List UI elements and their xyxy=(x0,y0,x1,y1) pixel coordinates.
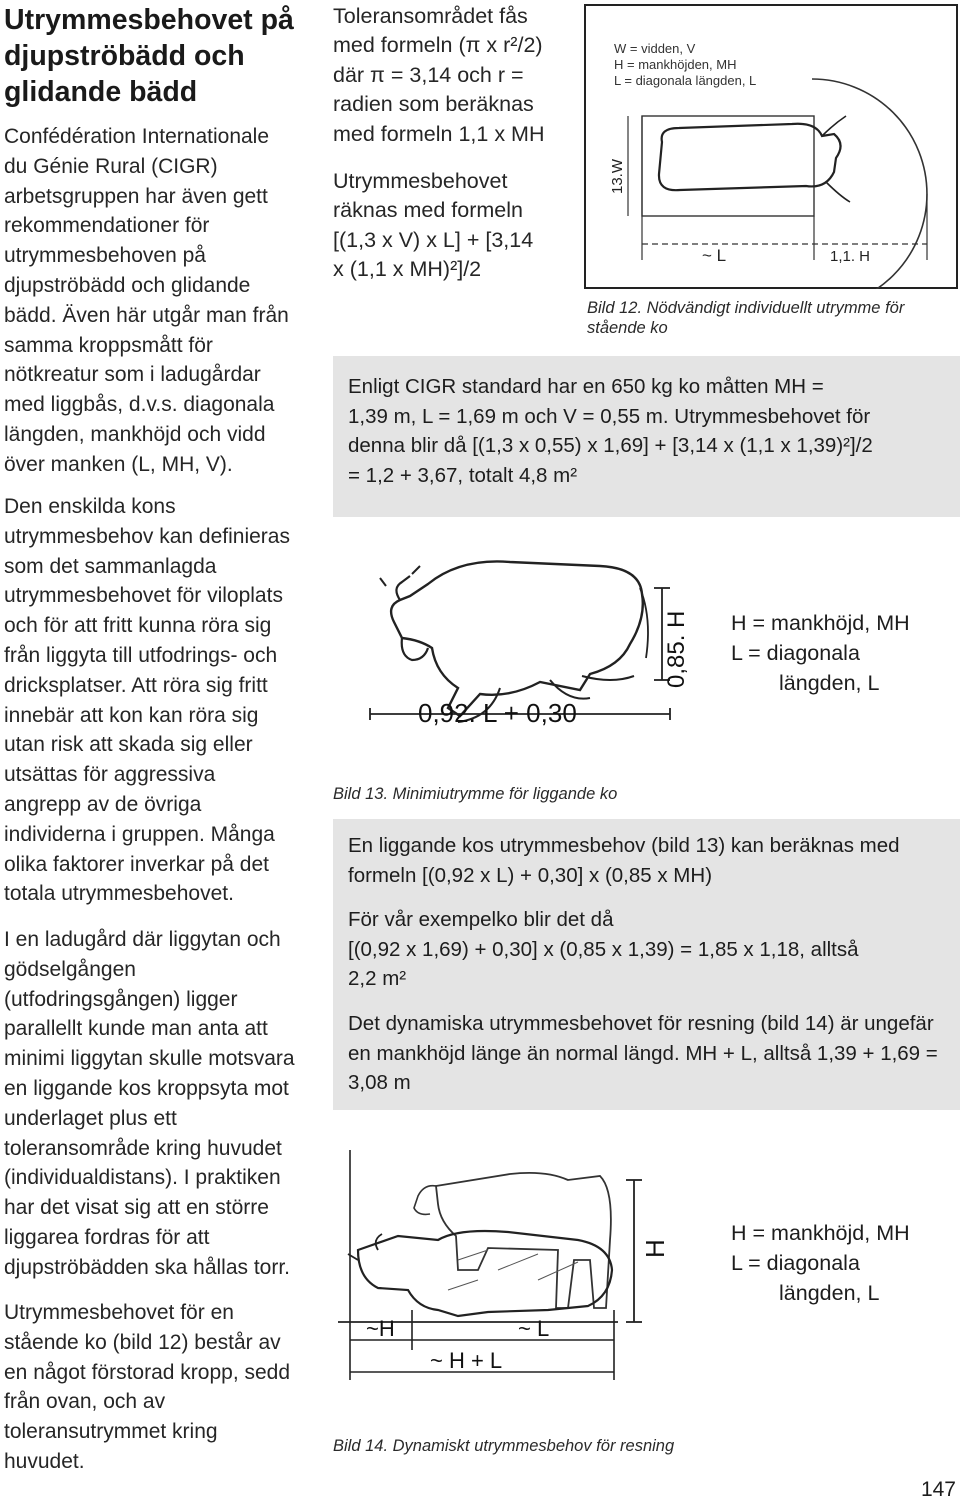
label-085h: 0,85. H xyxy=(663,610,690,688)
label-approx-h-plus-l: ~ H + L xyxy=(430,1348,503,1373)
box2-example-line-3: 2,2 m² xyxy=(348,967,407,991)
legend-h: H = mankhöjden, MH xyxy=(614,57,737,72)
label-approx-h: ~H xyxy=(366,1316,395,1341)
figure-14 xyxy=(338,1140,710,1388)
legend-l: L = diagonala längden, L xyxy=(614,73,757,88)
figure-14-legend xyxy=(731,1218,959,1308)
lying-cow-diagram xyxy=(340,548,710,780)
label-13w: 13.W xyxy=(609,158,626,194)
box1-line-3: denna blir då [(1,3 x 0,55) x 1,69] + [3,14 x (1,1 x 1,39)²]/2 xyxy=(348,434,873,458)
label-approx-l: ~ L xyxy=(518,1316,550,1341)
figure-13 xyxy=(340,548,710,780)
label-092l: 0,92. L + 0,30 xyxy=(418,698,577,728)
box2-formula-paragraph: En liggande kos utrymmesbehov (bild 13) kan beräknas med formeln [(0,92 x L) + 0,30] x (0,85 x MH) xyxy=(348,834,900,887)
figure-13-legend xyxy=(731,608,959,698)
space-formula-paragraph: Utrymmesbehovet räknas med formeln [(1,3 x V) x L] + [3,14 x (1,1 x MH)²]/2 xyxy=(333,169,534,282)
legend-w: W = vidden, V xyxy=(614,41,696,56)
fig14-legend-mh: H = mankhöjd, MH xyxy=(731,1221,910,1245)
box1-line-4: = 1,2 + 3,67, totalt 4,8 m² xyxy=(348,463,578,487)
figure-12-caption: Bild 12. Nödvändigt individuellt utrymme för stående ko xyxy=(587,299,905,337)
label-h-side: H xyxy=(640,1239,670,1258)
box2-example-line-2: [(0,92 x 1,69) + 0,30] x (0,85 x 1,39) = 1,85 x 1,18, alltså xyxy=(348,937,859,961)
fig13-legend-l: L = diagonala xyxy=(731,641,860,665)
fig14-legend-l: L = diagonala xyxy=(731,1251,860,1275)
figure-13-caption: Bild 13. Minimiutrymme för liggande ko xyxy=(333,785,618,803)
lying-area-paragraph: I en ladugård där liggytan och gödselgången (utfodringsgången) ligger parallellt kunde man anta att minimi liggytan skulle motsvara en liggande kos kroppsyta mot underlaget plus ett toleransområde kring huvudet (individualdistans). I praktiken har det visat sig att en större liggarea fordras för att djupströbädden ska hållas torr. xyxy=(4,928,295,1279)
box2-example-line-1: För vår exempelko blir det då xyxy=(348,908,614,932)
figure-12 xyxy=(584,4,958,289)
formula-text-column xyxy=(333,2,549,285)
cigr-example-box xyxy=(333,356,960,517)
figure-14-caption: Bild 14. Dynamiskt utrymmesbehov för resning xyxy=(333,1437,675,1455)
page-title: Utrymmesbehovet på djupströbädd och glidande bädd xyxy=(4,4,294,108)
box1-line-1: Enligt CIGR standard har en 650 kg ko måtten MH = xyxy=(348,375,824,398)
box2-dynamic-paragraph: Det dynamiska utrymmesbehovet för resning (bild 14) är ungefär en mankhöjd länge än normal längd. MH + L, alltså 1,39 + 1,69 = 3,08 m xyxy=(348,1011,938,1095)
rising-cow-diagram xyxy=(338,1140,710,1388)
page-number: 147 xyxy=(920,1478,956,1501)
space-definition-paragraph: Den enskilda kons utrymmesbehov kan definieras som det sammanlagda utrymmesbehovet för viloplats och för att fritt kunna röra sig från liggyta till utfodrings- och dricksplatser. Att röra sig fritt innebär att kon kan röra sig utan risk att skada sig eller utsättas för aggressiva angrepp av de övriga individerna i gruppen. Många olika faktorer inverkar på det totala utrymmesbehovet. xyxy=(4,495,290,906)
fig13-legend-mh: H = mankhöjd, MH xyxy=(731,611,910,635)
tolerance-area-paragraph: Toleransområdet fås med formeln (π x r²/2) där π = 3,14 och r = radien som beräknas med formeln 1,1 x MH xyxy=(333,4,545,146)
standing-cow-paragraph: Utrymmesbehovet för en stående ko (bild 12) består av en något förstorad kropp, sedd från ovan, och av toleransutrymmet kring huvudet. xyxy=(4,1301,291,1473)
fig13-legend-l-cont: längden, L xyxy=(779,671,880,695)
intro-paragraph: Confédération Internationale du Génie Rural (CIGR) arbetsgruppen har även gett rekommendationer för utrymmesbehoven på djupströbädd och glidande bädd. Även här utgår man från samma kroppsmått för nötkreatur som i ladugårdar med liggbås, d.v.s. diagonala längden, mankhöjd och vidd över manken (L, MH, V). xyxy=(4,125,289,476)
label-l: ~ L xyxy=(702,246,727,265)
standing-cow-diagram xyxy=(584,4,958,289)
fig14-legend-l-cont: längden, L xyxy=(779,1281,880,1305)
box1-line-2: 1,39 m, L = 1,69 m och V = 0,55 m. Utrymmesbehovet för xyxy=(348,404,871,428)
label-11h: 1,1. H xyxy=(830,248,871,265)
lying-cow-box xyxy=(333,819,960,1110)
